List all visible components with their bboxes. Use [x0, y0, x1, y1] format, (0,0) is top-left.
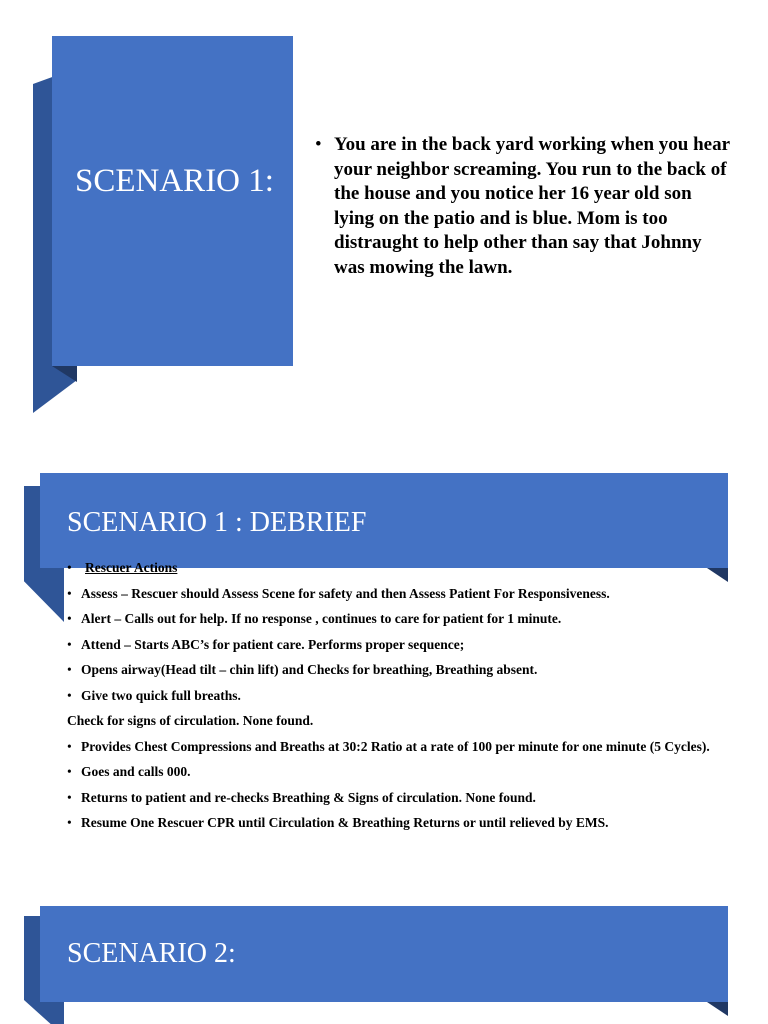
slide-scenario-1-debrief: [0, 460, 768, 890]
list-item: • Attend – Starts ABC’s for patient care. Performs proper sequence;: [67, 637, 747, 652]
list-item: • Provides Chest Compressions and Breaths at 30:2 Ratio at a rate of 100 per minute for one minute (5 Cycles).: [67, 739, 747, 754]
list-item: • Alert – Calls out for help. If no response , continues to care for patient for 1 minute.: [67, 611, 747, 626]
list-item: • Opens airway(Head tilt – chin lift) and Checks for breathing, Breathing absent.: [67, 662, 747, 677]
title-panel: [52, 36, 293, 366]
debrief-list: [67, 560, 747, 841]
scenario-bullet: • You are in the back yard working when you hear your neighbor screaming. You run to the back of the house and you notice her 16 year old son lying on the patio and is blue. Mom is too distraught to help other than say that Johnny was mowing the lawn.: [315, 133, 735, 280]
list-item: • Resume One Rescuer CPR until Circulation & Breathing Returns or until relieved by EMS.: [67, 815, 747, 830]
list-item: • Goes and calls 000.: [67, 764, 747, 779]
slide-title: SCENARIO 1 : DEBRIEF: [67, 507, 367, 538]
slide-title: SCENARIO 1:: [75, 163, 274, 199]
list-item: • Rescuer Actions: [67, 560, 747, 575]
scenario-text: [315, 133, 735, 280]
slide-title: SCENARIO 2:: [67, 938, 236, 969]
list-item: • Assess – Rescuer should Assess Scene for safety and then Assess Patient For Responsiveness.: [67, 586, 747, 601]
slide-scenario-1: [0, 0, 768, 440]
list-item: Check for signs of circulation. None found.: [67, 713, 314, 728]
banner-fold: [707, 1002, 728, 1016]
list-item: • Returns to patient and re-checks Breathing & Signs of circulation. None found.: [67, 790, 747, 805]
slide-scenario-2: [0, 890, 768, 1024]
list-item: • Give two quick full breaths.: [67, 688, 747, 703]
